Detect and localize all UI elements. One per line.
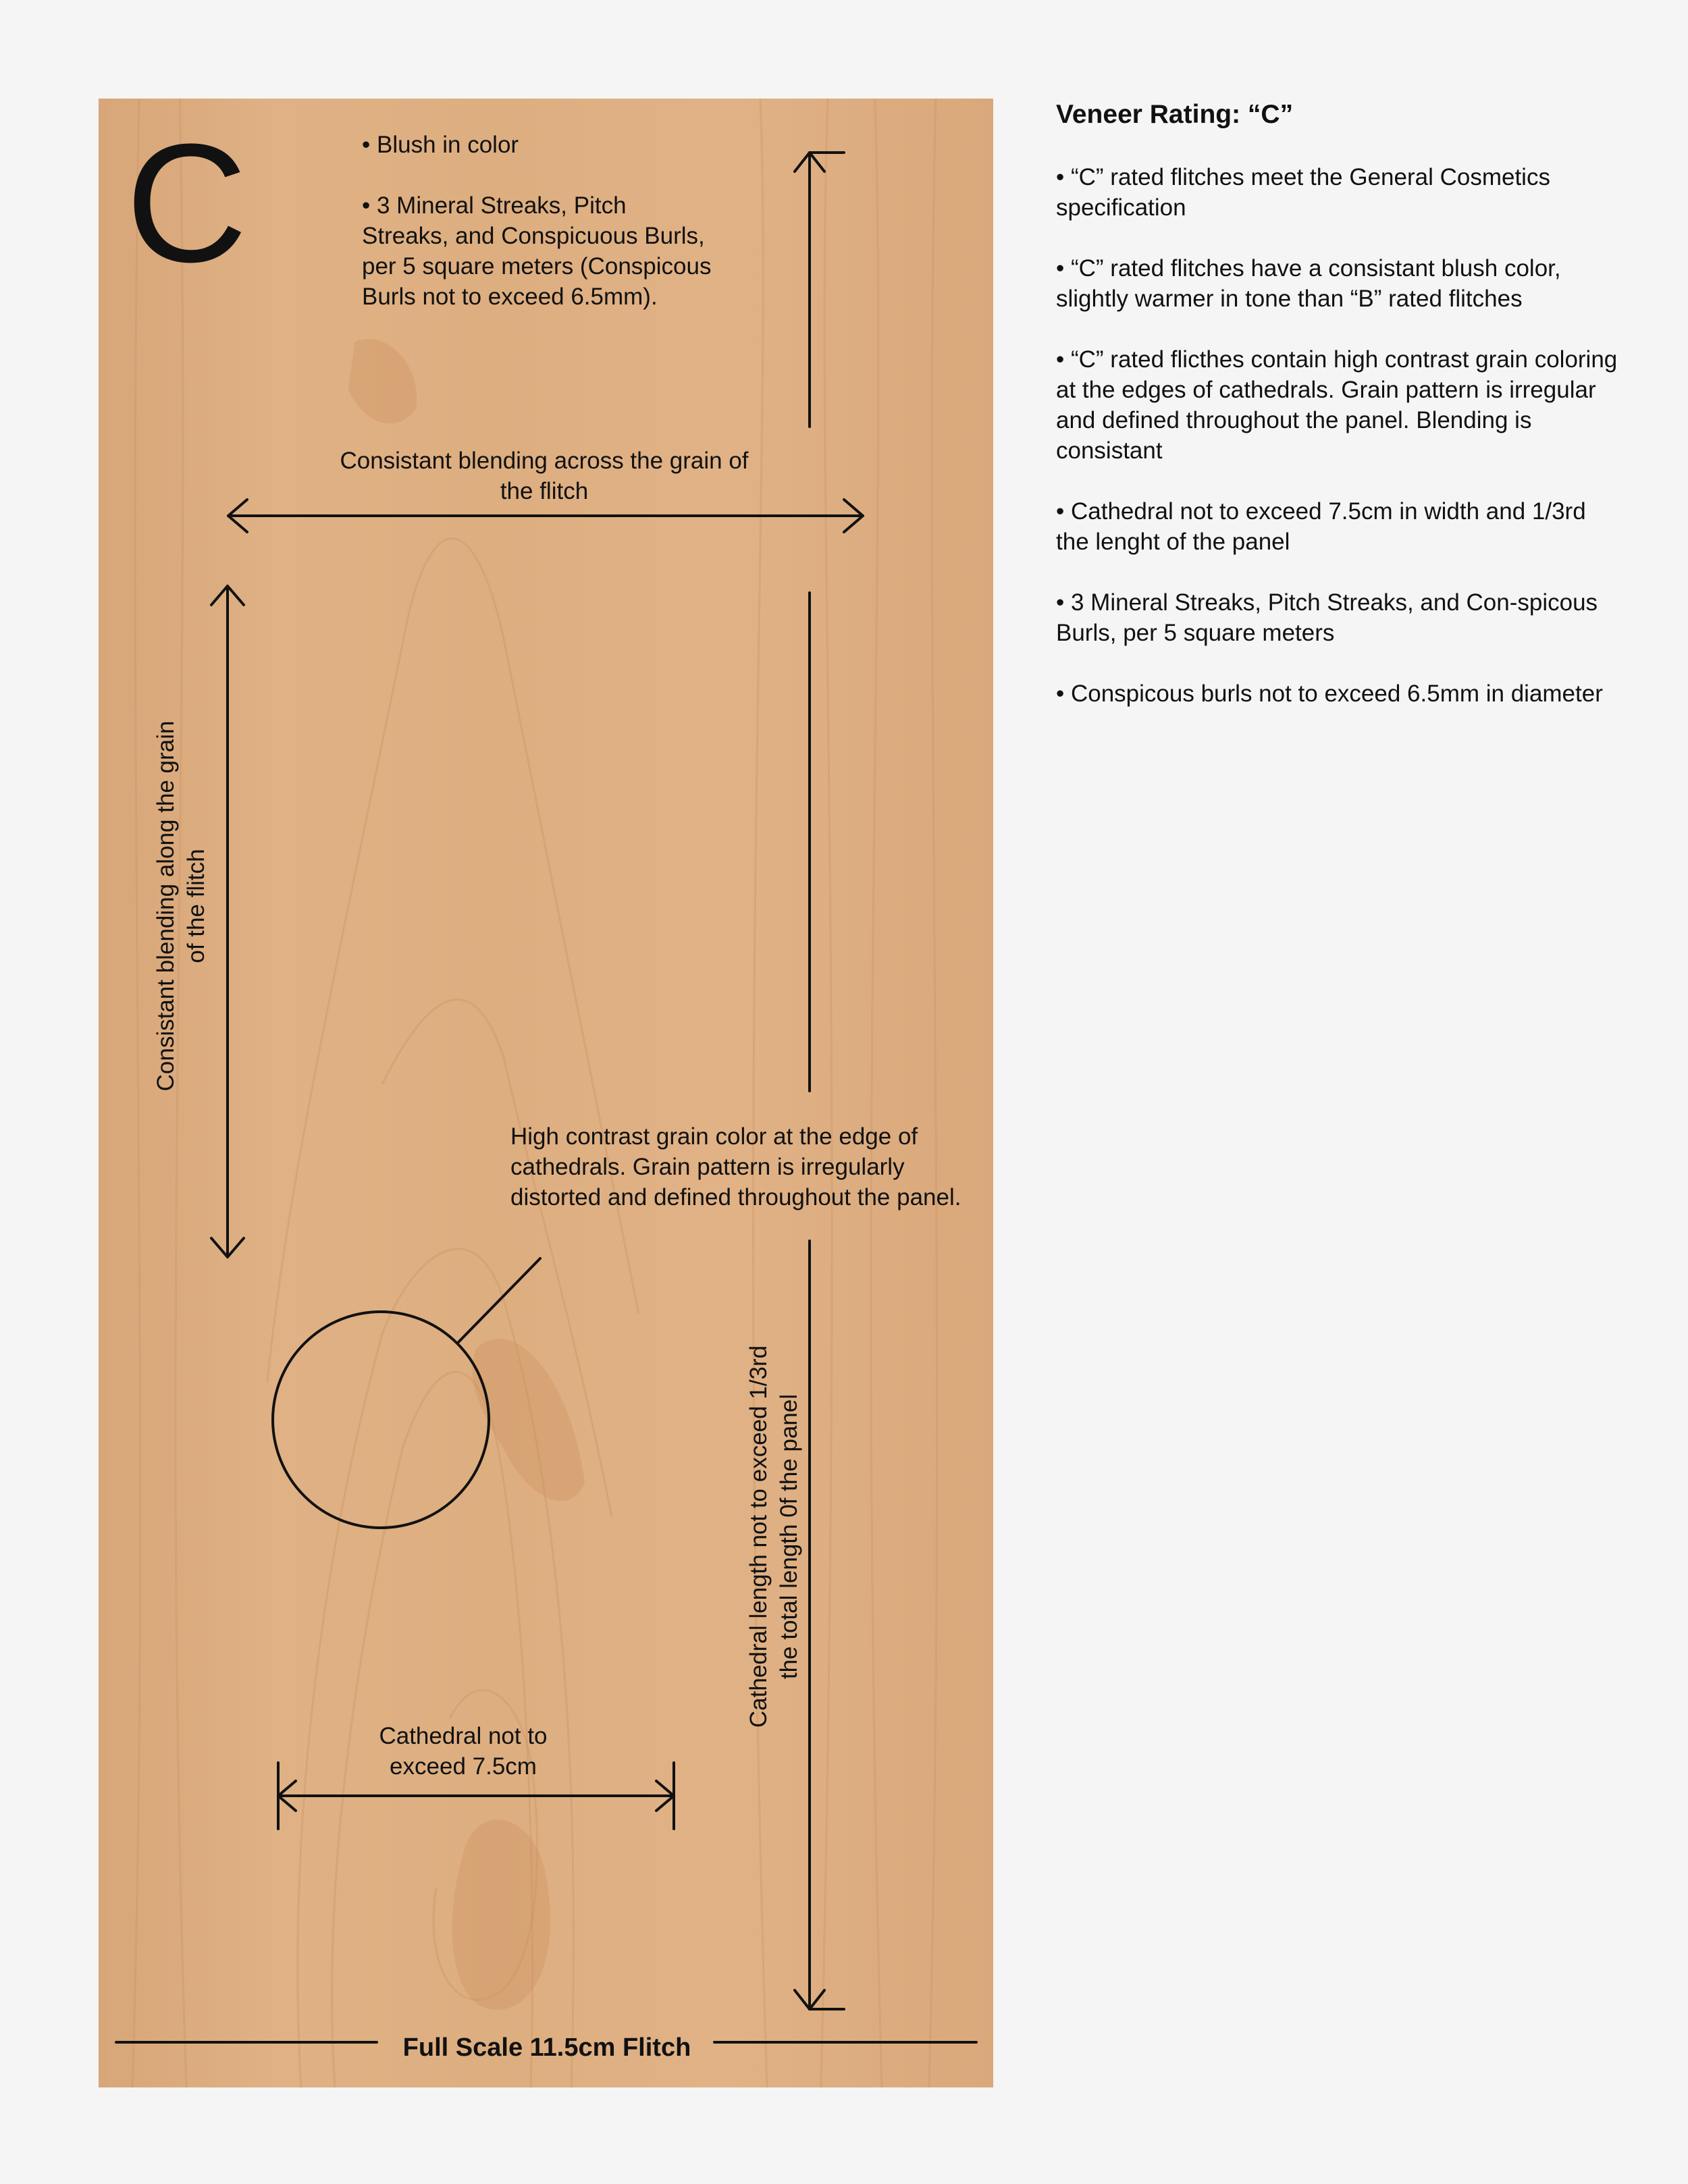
cathedral-length-label-line1: Cathedral length not to exceed 1/3rd xyxy=(745,1345,772,1728)
cathedral-length-label xyxy=(743,1346,804,1728)
top-notes xyxy=(362,130,713,342)
spec-item: • “C” rated flitches meet the General Cosmetics specification xyxy=(1056,164,1550,221)
spec-item: • Cathedral not to exceed 7.5cm in width and 1/3rd the lenght of the panel xyxy=(1056,498,1586,555)
cathedral-length-label-line2: the total length 0f the panel xyxy=(776,1393,802,1680)
grade-letter: C xyxy=(126,109,248,297)
spec-title: Veneer Rating: “C” xyxy=(1056,100,1294,129)
spec-column xyxy=(1056,99,1623,739)
wood-grain-lines xyxy=(132,99,937,2087)
grain-contrast-label: High contrast grain color at the edge of cathedrals. Grain pattern is irregularly distorted and defined throughout the panel. xyxy=(510,1123,961,1210)
along-grain-label-line2: of the flitch xyxy=(183,849,209,963)
note-blush: • Blush in color xyxy=(362,132,519,158)
note-mineral-streaks: • 3 Mineral Streaks, Pitch Streaks, and Conspicuous Burls, per 5 square meters (Conspicous Burls not to exceed 6.5mm). xyxy=(362,192,712,310)
wood-grain-illustration xyxy=(99,99,993,2087)
cathedral-width-label: Cathedral not to exceed 7.5cm xyxy=(379,1723,548,1780)
along-grain-label xyxy=(151,721,211,1092)
spec-list xyxy=(1056,162,1623,709)
veneer-panel xyxy=(99,99,993,2087)
spec-item: • Conspicous burls not to exceed 6.5mm in diameter xyxy=(1056,681,1603,707)
along-grain-arrow xyxy=(211,586,244,1257)
scale-label: Full Scale 11.5cm Flitch xyxy=(402,2033,691,2062)
spec-item: • 3 Mineral Streaks, Pitch Streaks, and Con-spicous Burls, per 5 square meters xyxy=(1056,589,1598,646)
spec-item: • “C” rated flicthes contain high contrast grain coloring at the edges of cathedrals. Grain pattern is irregular and defined throughout the panel. Blending is consistant xyxy=(1056,346,1618,464)
top-vertical-arrow xyxy=(795,153,844,427)
spec-item: • “C” rated flitches have a consistant blush color, slightly warmer in tone than “B” rated flitches xyxy=(1056,255,1561,312)
across-grain-label: Consistant blending across the grain of the flitch xyxy=(340,448,749,504)
along-grain-label-line1: Consistant blending along the grain xyxy=(153,720,179,1092)
